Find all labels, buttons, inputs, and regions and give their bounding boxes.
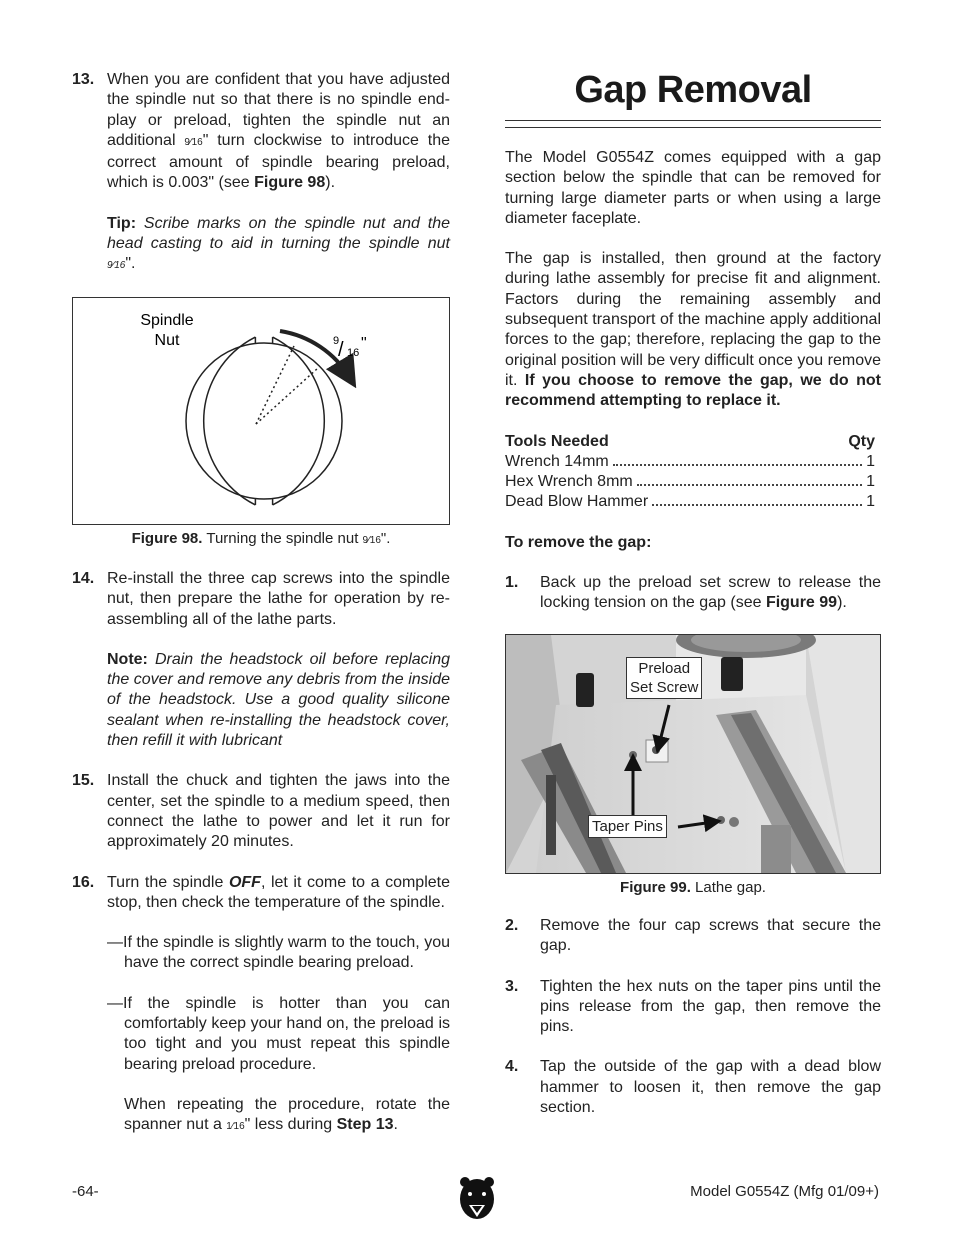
figure-label-line1: Spindle <box>140 311 194 329</box>
fraction-numerator: 9 <box>333 334 340 347</box>
tool-row: Wrench 14mm 1 <box>505 452 875 470</box>
taper-pins-callout: Taper Pins <box>588 815 667 838</box>
tool-row: Hex Wrench 8mm 1 <box>505 473 875 491</box>
left-column <box>72 70 450 1158</box>
tip: Tip: Scribe marks on the spindle nut and the head casting to aid in turning the spindle nut 9⁄16". <box>107 214 450 273</box>
step-13: 13. When you are confident that you have adjusted the spindle nut so that there is no spindle end-play or preload, tighten the spindle nut an additional 9⁄16" turn clockwise to introduce the correct amount of spindle bearing preload, which is 0.003" (see Figure 98). <box>72 71 450 192</box>
page-number: -64- <box>72 1183 99 1200</box>
tools-table <box>505 432 881 513</box>
step-14: 14. Re-install the three cap screws into the spindle nut, then prepare the lathe for operation by re-assembling all of the lathe parts. <box>72 569 450 628</box>
step-15: 15. Install the chuck and tighten the jaws into the center, set the spindle to a medium speed, then connect the lathe to power and let it run for approximately 20 minutes. <box>72 772 450 851</box>
fraction-denominator: 16 <box>347 346 360 359</box>
condition-hot: —If the spindle is hotter than you can comfortably keep your hand on, the preload is too tight and you must repeat this spindle bearing preload procedure. <box>107 994 450 1073</box>
title-rule-thin <box>505 127 881 128</box>
condition-warm: —If the spindle is slightly warm to the touch, you have the correct spindle bearing preload. <box>107 934 450 972</box>
step-2: 2. Remove the four cap screws that secure the gap. <box>505 916 881 955</box>
model-footer: Model G0554Z (Mfg 01/09+) <box>690 1183 879 1200</box>
step-4: 4. Tap the outside of the gap with a dead blow hammer to loosen it, then remove the gap section. <box>505 1058 881 1117</box>
figure-98-caption: Figure 98. Turning the spindle nut 9⁄16". <box>131 529 391 547</box>
figure-reference: Figure 98 <box>254 174 326 192</box>
step-number: 3. <box>505 977 519 995</box>
title-rule <box>505 120 881 121</box>
figure-99 <box>505 634 881 874</box>
note-label: Note: <box>107 650 148 668</box>
step-number: 14. <box>72 569 95 587</box>
right-column <box>505 70 881 1138</box>
step-number: 13. <box>72 71 95 88</box>
step-16: 16. Turn the spindle OFF, let it come to a complete stop, then check the temperature of the spindle. <box>72 873 450 911</box>
figure-label-line2: Nut <box>154 331 180 349</box>
note: Note: Drain the headstock oil before replacing the cover and remove any debris from the inside of the headstock. Use a good quality silicone sealant when re-installing the headstock cover, then refill it with lubricant <box>107 650 450 750</box>
section-title: Gap Removal <box>574 69 812 111</box>
step-number: 2. <box>505 916 519 934</box>
preload-set-screw-callout: Preload Set Screw <box>626 657 702 699</box>
warning-paragraph: The gap is installed, then ground at the factory during lathe assembly for precise fit and alignment. Factors during the remaining assembly and subsequent transport of the machine apply additional forces to the gap; therefore, replacing the gap to the original position will be very difficult once you remove it. If you choose to remove the gap, we do not recommend attempting to replace it. <box>505 250 882 410</box>
figure-99-caption: Figure 99. Lathe gap. <box>620 878 766 896</box>
tools-header: Tools Needed Qty <box>505 432 875 450</box>
bear-logo-icon <box>459 1175 495 1226</box>
fraction-suffix: " <box>361 334 367 352</box>
step-number: 15. <box>72 772 95 790</box>
figure-98 <box>72 297 450 525</box>
procedure-heading: To remove the gap: <box>505 533 652 551</box>
step-number: 1. <box>505 574 519 592</box>
step-1: 1. Back up the preload set screw to release the locking tension on the gap (see Figure 99). <box>505 574 881 612</box>
intro-paragraph: The Model G0554Z comes equipped with a gap section below the spindle that can be removed for turning large diameter parts or when using a large diameter faceplate. <box>505 149 881 227</box>
repeat-instruction: When repeating the procedure, rotate the spanner nut a 1⁄16" less during Step 13. <box>124 1095 450 1134</box>
step-number: 16. <box>72 873 95 891</box>
step-number: 4. <box>505 1058 519 1076</box>
tool-row: Dead Blow Hammer 1 <box>505 493 875 511</box>
spindle-nut-diagram <box>73 298 449 524</box>
fraction-slash: / <box>338 338 344 361</box>
tip-label: Tip: <box>107 214 137 232</box>
step-3: 3. Tighten the hex nuts on the taper pins until the pins release from the gap, then remove the pins. <box>505 977 881 1036</box>
